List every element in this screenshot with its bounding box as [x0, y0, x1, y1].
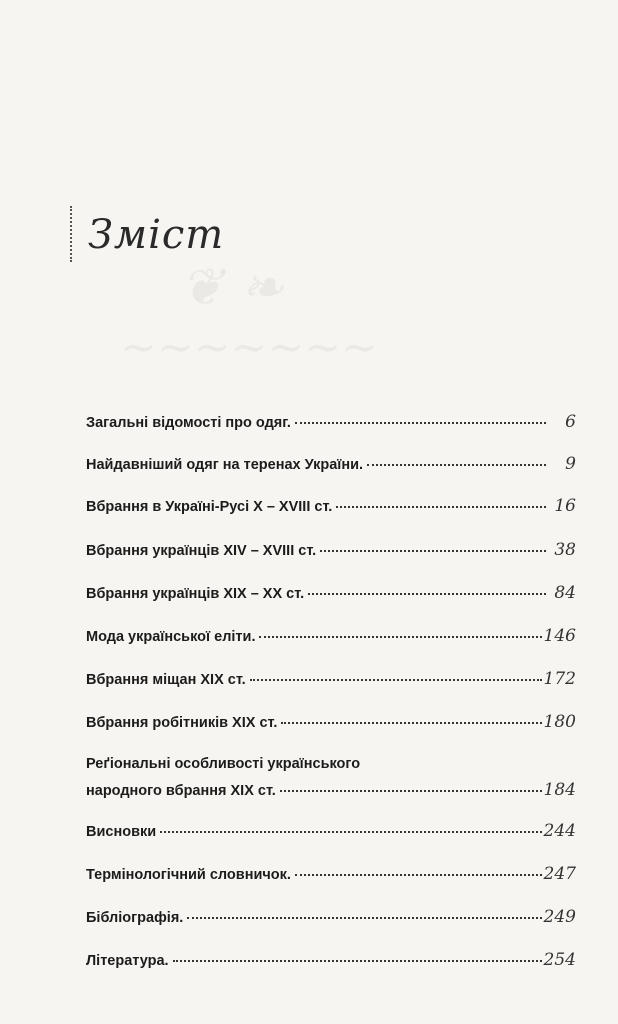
table-of-contents: [86, 412, 576, 971]
page-title: Зміст: [88, 212, 225, 258]
show-through-decoration: [180, 258, 284, 318]
dot-leader: [173, 960, 542, 962]
toc-entry-title: Реґіональні особливості українського: [86, 756, 361, 772]
title-dotted-rule: [70, 206, 72, 262]
toc-entry: [86, 412, 576, 433]
toc-page-number: 247: [543, 864, 576, 884]
toc-page-number: 244: [543, 821, 576, 841]
toc-entry: [86, 454, 576, 475]
toc-page-number: 249: [543, 907, 576, 927]
toc-entry-title: Вбрання українців XIV – XVIII ст.: [86, 543, 317, 559]
toc-page-number: 84: [554, 583, 576, 603]
toc-entry-title: Мода української еліти.: [86, 629, 256, 645]
toc-entry-title: Вбрання в Україні-Русі X – XVIII ст.: [86, 499, 333, 515]
dot-leader: [336, 506, 546, 508]
dot-leader: [320, 550, 546, 552]
toc-entry: [86, 496, 576, 517]
toc-entry: [86, 583, 576, 604]
dot-leader: [295, 874, 542, 876]
toc-entry-continuation: [86, 780, 576, 801]
toc-entry: [86, 712, 576, 733]
toc-page-number: 9: [565, 454, 576, 474]
toc-page-number: 16: [554, 496, 576, 516]
toc-page-number: 254: [543, 950, 576, 970]
toc-entry: [86, 540, 576, 561]
toc-page-number: 184: [543, 780, 576, 800]
dot-leader: [281, 722, 541, 724]
dot-leader: [250, 679, 542, 681]
dot-leader: [308, 593, 546, 595]
toc-entry-title: Вбрання міщан XIX ст.: [86, 672, 246, 688]
toc-entry-title-line2: народного вбрання XIX ст.: [86, 783, 276, 799]
toc-entry-title: Термінологічний словничок.: [86, 867, 291, 883]
toc-page-number: 38: [554, 540, 576, 560]
toc-entry: [86, 864, 576, 885]
toc-entry-title: Загальні відомості про одяг.: [86, 415, 291, 431]
toc-entry: [86, 626, 576, 647]
toc-entry: [86, 907, 576, 928]
dot-leader: [295, 422, 546, 424]
dot-leader: [160, 831, 541, 833]
dot-leader: [187, 917, 541, 919]
toc-entry: [86, 756, 576, 801]
toc-entry: [86, 669, 576, 690]
dot-leader: [367, 464, 546, 466]
toc-entry-title: Бібліографія.: [86, 910, 184, 926]
toc-entry: [86, 821, 576, 842]
toc-entry-title: Найдавніший одяг на теренах України.: [86, 457, 364, 473]
show-through-decoration: [120, 322, 378, 373]
toc-page-number: 180: [543, 712, 576, 732]
toc-entry-title: Вбрання робітників XIX ст.: [86, 715, 278, 731]
toc-entry-title: Вбрання українців XIX – XX ст.: [86, 586, 305, 602]
toc-page-number: 172: [543, 669, 576, 689]
toc-entry-title: Література.: [86, 953, 169, 969]
toc-entry: [86, 950, 576, 971]
dot-leader: [280, 790, 542, 792]
toc-page-number: 6: [565, 412, 576, 432]
dot-leader: [259, 636, 541, 638]
toc-entry-title: Висновки: [86, 824, 157, 840]
toc-page-number: 146: [543, 626, 576, 646]
